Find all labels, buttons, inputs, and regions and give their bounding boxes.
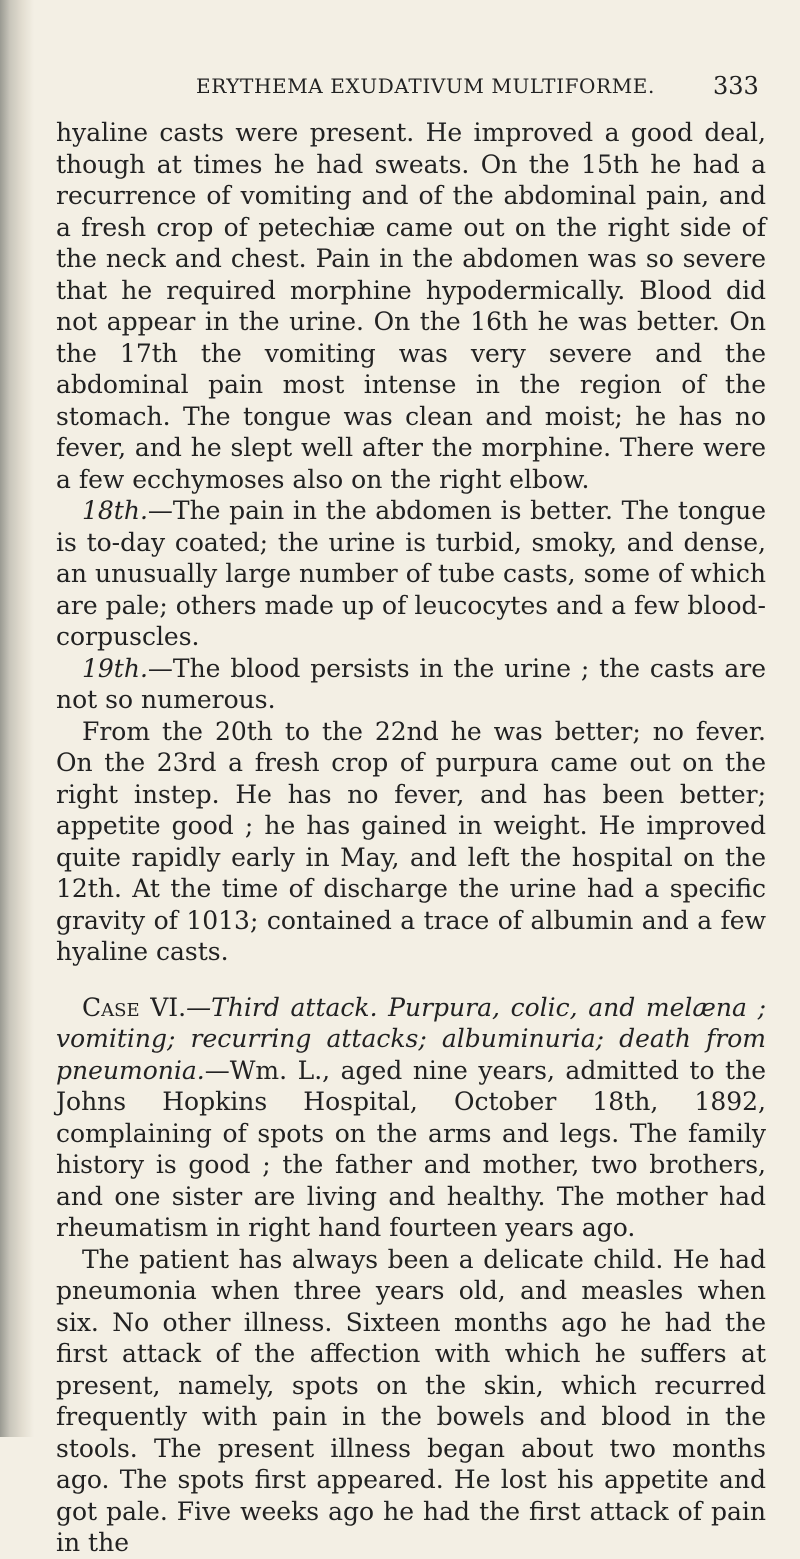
paragraph-20th-22nd: From the 20th to the 22nd he was better; no fever. On the 23rd a fresh crop of purpura came out on the right instep. He has no fever, and has been better; appetite good ; he has gained in weight. He improved quite rapidly early in May, and left the hospital on the 12th. At the time of discharge the urine had a specific gravity of 1013; contained a trace of albumin and a few hyaline casts. bbox=[56, 716, 766, 966]
date-18th: 18th. bbox=[82, 496, 148, 525]
body-text bbox=[56, 117, 766, 1559]
paragraph-18th bbox=[56, 495, 766, 653]
running-head: ERYTHEMA EXUDATIVUM MULTIFORME. bbox=[196, 74, 655, 98]
paragraph-continued: hyaline casts were present. He improved a good deal, though at times he had sweats. On the 15th he had a recurrence of vomiting and of the abdominal pain, and a fresh crop of petechiæ came out on the right side of the neck and chest. Pain in the abdomen was so severe that he required morphine hypodermically. Blood did not appear in the urine. On the 16th he was better. On the 17th the vomiting was very severe and the abdominal pain most intense in the region of the stomach. The tongue was clean and moist; he has no fever, and he slept well after the morphine. There were a few ecchymoses also on the right elbow. bbox=[56, 118, 766, 494]
date-19th: 19th. bbox=[82, 653, 148, 683]
page-header bbox=[0, 74, 800, 104]
case-title: —Third attack. Purpura, colic, and melæna ; vomiting; recurring attacks; albuminuria; death from pneumonia. bbox=[56, 992, 766, 1085]
case-paragraph bbox=[56, 992, 766, 1244]
section-gap bbox=[56, 968, 766, 992]
text-19th: —The blood persists in the urine ; the casts are not so numerous. bbox=[56, 653, 766, 714]
case-history-paragraph: The patient has always been a delicate child. He had pneumonia when three years old, and measles when six. No other illness. Sixteen months ago he had the first attack of the affection with which he suffers at present, namely, spots on the skin, which recurred frequently with pain in the bowels and blood in the stools. The present illness began about two months ago. The spots first appeared. He lost his appetite and got pale. Five weeks ago he had the first attack of pain in the bbox=[56, 1244, 766, 1557]
case-intro: —Wm. L., aged nine years, admitted to the Johns Hopkins Hospital, October 18th, 1892, complaining of spots on the arms and legs. The family history is good ; the father and mother, two brothers, and one sister are living and healthy. The mother had rheumatism in right hand fourteen years ago. bbox=[56, 1055, 766, 1242]
page-number: 333 bbox=[713, 72, 759, 100]
case-label: Case VI. bbox=[82, 992, 187, 1022]
text-18th: —The pain in the abdomen is better. The tongue is to-day coated; the urine is turbid, smoky, and dense, an unusually large number of tube casts, some of which are pale; others made up of leucocytes and a few blood-corpuscles. bbox=[56, 496, 766, 651]
paragraph-19th bbox=[56, 653, 766, 716]
